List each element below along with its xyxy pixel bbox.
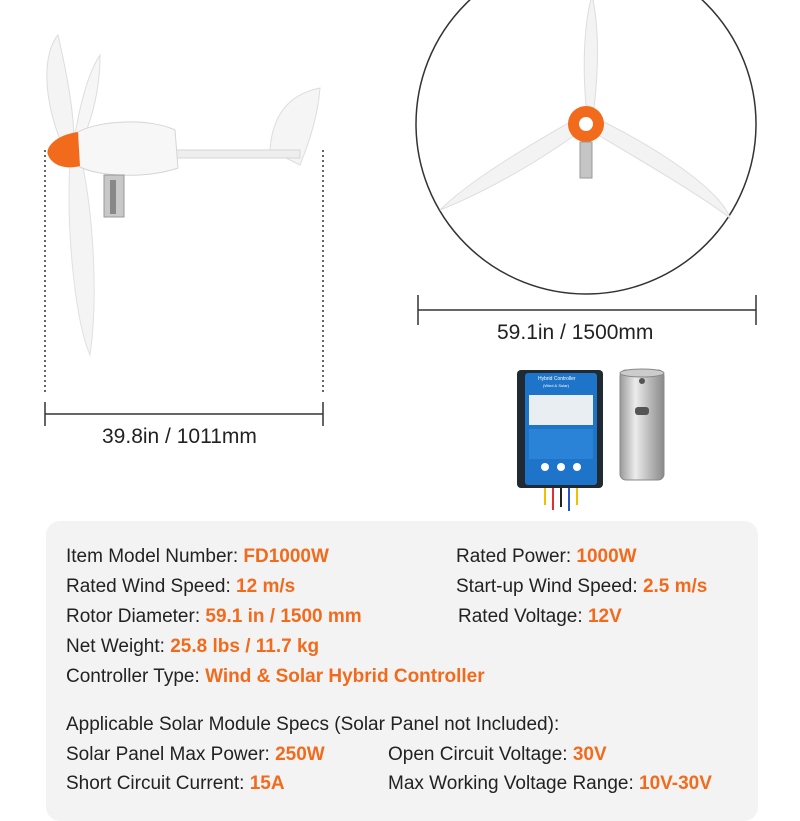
mounting-sleeve-image (615, 365, 670, 485)
spec-label: Short Circuit Current: (66, 773, 250, 794)
spec-value: 15A (249, 773, 285, 794)
spec-controller-type (66, 666, 485, 688)
spec-net-weight (66, 636, 319, 658)
spec-value: 12 m/s (236, 576, 296, 597)
spec-label: Controller Type: (66, 666, 206, 687)
spec-rated-voltage (458, 606, 622, 628)
spec-max-working-voltage (388, 773, 712, 795)
spec-value: FD1000W (243, 546, 329, 567)
spec-value: 30V (572, 744, 607, 765)
spec-label: Rated Wind Speed: (66, 576, 237, 597)
spec-value: 10V-30V (639, 773, 712, 794)
controller-title: Hybrid Controller (538, 376, 576, 382)
spec-label: Start-up Wind Speed: (456, 576, 643, 597)
spec-value: 25.8 lbs / 11.7 kg (170, 636, 320, 657)
spec-value: 12V (587, 606, 622, 627)
spec-short-circuit-current (66, 773, 285, 795)
spec-label: Item Model Number: (66, 546, 244, 567)
spec-value: 250W (275, 744, 325, 765)
spec-rotor-diameter (66, 606, 362, 628)
spec-startup-wind-speed (456, 576, 707, 598)
spec-open-circuit-voltage (388, 744, 607, 766)
spec-value: Wind & Solar Hybrid Controller (205, 666, 485, 687)
spec-label: Rated Voltage: (458, 606, 588, 627)
controller-subtitle: (Wind & Solar) (543, 383, 570, 388)
spec-solar-max-power (66, 744, 325, 766)
spec-value: 1000W (576, 546, 637, 567)
spec-rated-wind-speed (66, 576, 295, 598)
turbine-front-view-image (400, 0, 800, 340)
spec-rated-power (456, 546, 637, 568)
side-width-label: 39.8in / 1011mm (102, 425, 257, 448)
spec-label: Solar Panel Max Power: (66, 744, 276, 765)
spec-label: Open Circuit Voltage: (388, 744, 573, 765)
spec-value: 2.5 m/s (642, 576, 708, 597)
spec-value: 59.1 in / 1500 mm (205, 606, 362, 627)
spec-label: Net Weight: (66, 636, 171, 657)
spec-item-model (66, 546, 329, 568)
spec-label: Rated Power: (456, 546, 577, 567)
spec-label: Rotor Diameter: (66, 606, 206, 627)
turbine-side-view-image (0, 0, 400, 440)
rotor-diameter-label: 59.1in / 1500mm (497, 321, 654, 344)
solar-specs-heading: Applicable Solar Module Specs (Solar Panel not Included): (66, 714, 560, 735)
spec-label: Max Working Voltage Range: (388, 773, 640, 794)
